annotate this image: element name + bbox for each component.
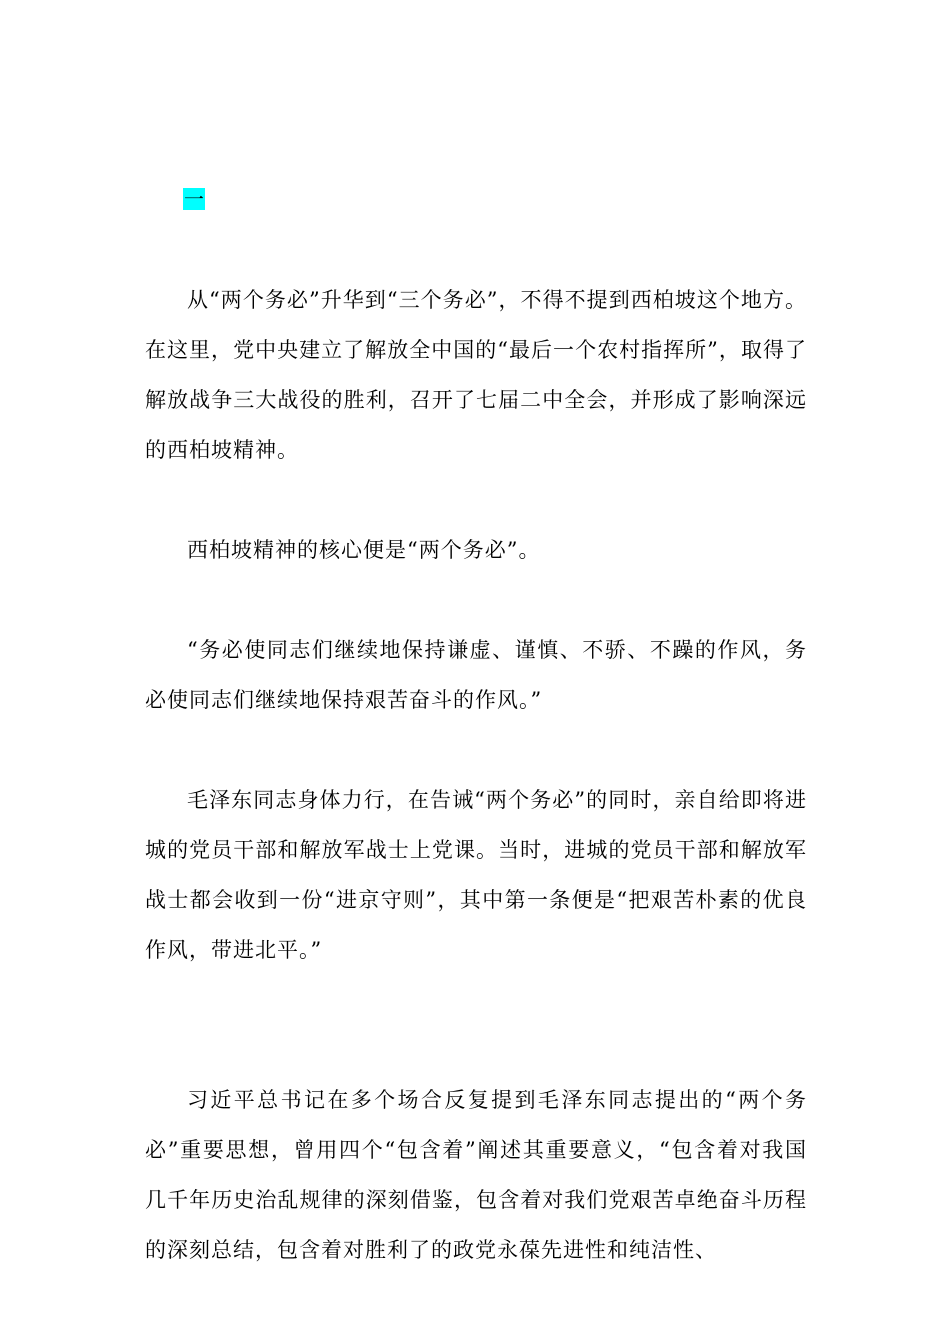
paragraph-4: 毛泽东同志身体力行，在告诫“两个务必”的同时，亲自给即将进城的党员干部和解放军战士上党课。当时，进城的党员干部和解放军战士都会收到一份“进京守则”，其中第一条便是“把艰苦朴素的优良作风，带进北平。” xyxy=(145,788,807,962)
paragraph-2: 西柏坡精神的核心便是“两个务必”。 xyxy=(187,538,541,562)
paragraph-5: 习近平总书记在多个场合反复提到毛泽东同志提出的“两个务必”重要思想，曾用四个“包含着”阐述其重要意义，“包含着对我国几千年历史治乱规律的深刻借鉴，包含着对我们党艰苦卓绝奋斗历程的深刻总结，包含着对胜利了的政党永葆先进性和纯洁性、 xyxy=(145,1088,807,1262)
section-marker-highlight: 一 xyxy=(184,187,204,211)
paragraph-3-quote: “务必使同志们继续地保持谦虚、谨慎、不骄、不躁的作风，务必使同志们继续地保持艰苦奋斗的作风。” xyxy=(145,638,807,712)
paragraph-1: 从“两个务必”升华到“三个务必”，不得不提到西柏坡这个地方。在这里，党中央建立了解放全中国的“最后一个农村指挥所”，取得了解放战争三大战役的胜利，召开了七届二中全会，并形成了影响深远的西柏坡精神。 xyxy=(145,288,807,462)
